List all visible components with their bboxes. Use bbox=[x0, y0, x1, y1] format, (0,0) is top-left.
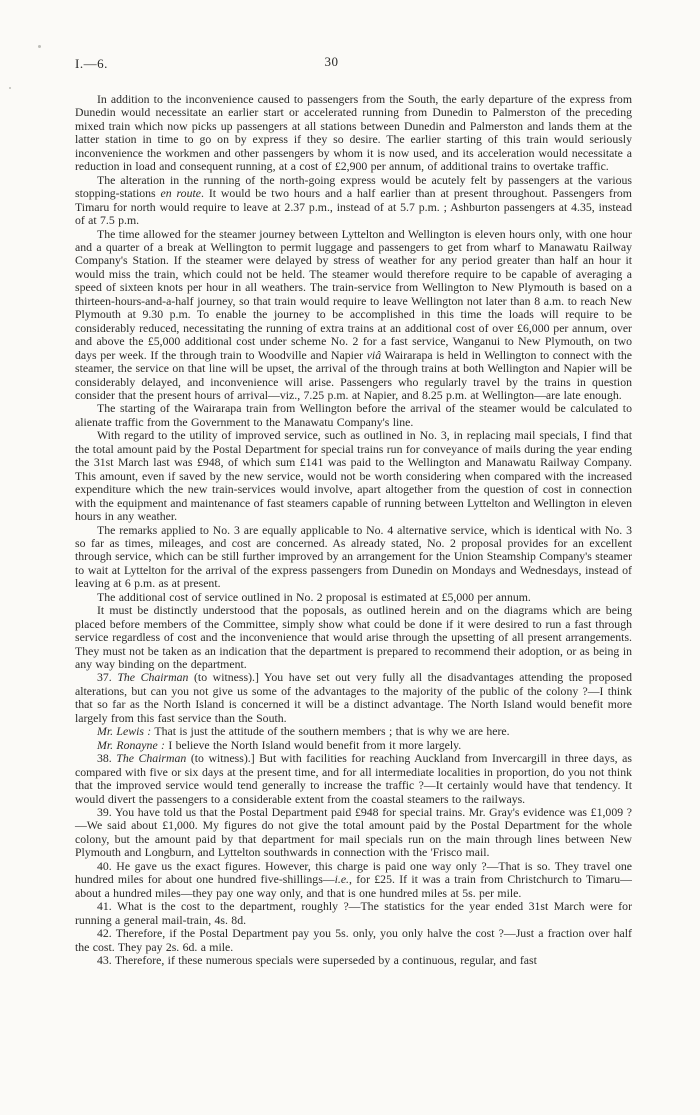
italic-text-segment: i.e. bbox=[334, 872, 350, 887]
text-segment: , for £25. If it was a train from Christchurch to Timaru—about a hundred miles—they pay one way only, and that is one hundred miles at 5s. per mile. bbox=[75, 872, 632, 900]
text-segment: 37. bbox=[97, 670, 118, 685]
text-segment: (to witness).] You have set out very fully all the disadvantages attending the proposed alterations, but can you not give us some of the advantages to the majority of the public of the colony ?—I think that so far as the North Island is concerned it will be a distinct advantage. The North Island would benefit more largely from this fast service than the South. bbox=[75, 670, 632, 725]
italic-text-segment: Mr. Ronayne : bbox=[97, 737, 165, 752]
paragraph bbox=[75, 604, 632, 671]
scan-artifact-dot bbox=[38, 45, 41, 48]
paragraph bbox=[75, 228, 632, 403]
text-segment: The remarks applied to No. 3 are equally applicable to No. 4 alternative service, which is identical with No. 3 so far as times, mileages, and cost are concerned. As already stated, No. 2 proposal provides for an excellent through service, which can be still further improved by an arrangement for the Union Steamship Company's steamer to wait at Lyttelton for the arrival of the express passengers from Dunedin on Mondays and Wednesdays, instead of leaving at 6 p.m. as at present. bbox=[75, 522, 632, 591]
text-segment: The alteration in the running of the north-going express would be acutely felt by passengers at the various stopping-stations bbox=[75, 172, 632, 201]
paragraph bbox=[75, 725, 632, 738]
paragraph bbox=[75, 524, 632, 591]
paragraph bbox=[75, 900, 632, 927]
italic-text-segment: en route bbox=[160, 186, 201, 201]
scan-artifact-dot bbox=[9, 87, 11, 89]
document-body bbox=[75, 93, 632, 967]
text-segment: The additional cost of service outlined in No. 2 proposal is estimated at £5,000 per annum. bbox=[97, 589, 531, 604]
paragraph bbox=[75, 860, 632, 900]
paragraph bbox=[75, 93, 632, 174]
text-segment: The time allowed for the steamer journey between Lyttelton and Wellington is eleven hours only, with one hour and a quarter of a break at Wellington to permit luggage and passengers to get from wharf to Manawatu Railway Company's Station. If the steamer were delayed by stress of weather for any period greater than half an hour it would miss the train, which could not be held. The steamer would therefore require to be capable of averaging a speed of sixteen knots per hour in all weathers. The train-service from Wellington to New Plymouth is based on a thirteen-hours-and-a-half journey, so that train would require to leave Wellington not later than 8 a.m. to reach New Plymouth at 9.30 p.m. To enable the journey to be accomplished in this time the loads will require to be considerably reduced, necessitating the running of extra trains at an additional cost of over £6,000 per annum, over and above the £5,000 additional cost under scheme No. 2 for a fast service, Wanganui to New Plymouth, on two days per week. If the through train to Woodville and Napier bbox=[75, 226, 632, 362]
page-header bbox=[75, 56, 632, 76]
text-segment: It must be distinctly understood that the poposals, as outlined herein and on the diagrams which are being placed before members of the Committee, simply show what could be done if it were desired to run a fast through service regardless of cost and the inconvenience that would arise through the upsetting of all present arrangements. They must not be taken as an indication that the department is prepared to recommend their adoption, or as being in any way binding on the department. bbox=[75, 603, 632, 672]
page-content bbox=[75, 56, 632, 967]
paragraph bbox=[75, 752, 632, 806]
paragraph bbox=[75, 402, 632, 429]
text-segment: 38. bbox=[97, 751, 117, 766]
paragraph bbox=[75, 954, 632, 967]
text-segment: In addition to the inconvenience caused to passengers from the South, the early departure of the express from Dunedin would necessitate an earlier start or accelerated running from Dunedin to Palmerston of the preceding mixed train which now picks up passengers at all stations between Dunedin and Palmerston and lands them at the latter station in time to go on by express if they so desire. The earlier starting of this train would seriously inconvenience the workmen and other passengers by whom it is now used, and its acceleration would necessitate a reduction in load and consequent running, at a cost of £2,900 per annum, of additional trains to overtake traffic. bbox=[75, 92, 632, 174]
text-segment: With regard to the utility of improved service, such as outlined in No. 3, in replacing mail specials, I find that the total amount paid by the Postal Department for special trains run for conveyance of mails during the year ending the 31st March last was £948, of which sum £141 was paid to the Wellington and Manawatu Railway Company. This amount, even if saved by the new service, would not be worth considering when compared with the increased expenditure which the new train-services would involve, apart altogether from the question of cost in connection with the equipment and maintenance of fast steamers capable of running between Lyttelton and Wellington in eleven hours in any weather. bbox=[75, 428, 632, 524]
italic-text-segment: Mr. Lewis : bbox=[97, 724, 152, 739]
text-segment: . It would be two hours and a half earlier than at present throughout. Passengers from Timaru for north would require to leave at 2.37 p.m., instead of at 5.7 p.m. ; Ashburton passengers at 4.35, instead of at 7.5 p.m. bbox=[75, 186, 632, 228]
paragraph bbox=[75, 927, 632, 954]
paragraph bbox=[75, 591, 632, 604]
document-reference: I.—6. bbox=[75, 56, 108, 71]
italic-text-segment: The Chairman bbox=[117, 670, 189, 685]
text-segment: 39. You have told us that the Postal Department paid £948 for special trains. Mr. Gray's evidence was £1,009 ?—We said about £1,000. My figures do not give the total amount paid by the Postal Department for the whole colony, but the amount paid by that department for mail specials run on the main through lines between New Plymouth and Longburn, and Lyttelton southwards in connection with the 'Frisco mail. bbox=[75, 805, 632, 860]
text-segment: 42. Therefore, if the Postal Department pay you 5s. only, you only halve the cost ?—Just a fraction over half the cost. They pay 2s. 6d. a mile. bbox=[75, 926, 632, 954]
paragraph bbox=[75, 806, 632, 860]
page-number: 30 bbox=[324, 54, 339, 69]
italic-text-segment: viâ bbox=[366, 347, 382, 362]
paragraph bbox=[75, 739, 632, 752]
text-segment: 43. Therefore, if these numerous specials were superseded by a continuous, regular, and fast bbox=[97, 953, 537, 967]
italic-text-segment: The Chairman bbox=[116, 751, 187, 766]
text-segment: Wairarapa is held in Wellington to connect with the steamer, the service on that line will be upset, the arrival of the through trains at both Wellington and Napier will be considerably delayed, and inconvenience will arise. Passengers who regularly travel by the trains in question consider that the present hours of arrival—viz., 7.25 p.m. at Napier, and 8.25 p.m. at Wellington—are late enough. bbox=[75, 347, 632, 402]
text-segment: 41. What is the cost to the department, roughly ?—The statistics for the year ended 31st March were for running a general mail-train, 4s. 8d. bbox=[75, 899, 632, 927]
text-segment: I believe the North Island would benefit from it more largely. bbox=[164, 737, 462, 752]
text-segment: 40. He gave us the exact figures. However, this charge is paid one way only ?—That is so. They travel one hundred miles for about one hundred five-shillings— bbox=[75, 858, 632, 887]
paragraph bbox=[75, 429, 632, 523]
text-segment: The starting of the Wairarapa train from Wellington before the arrival of the steamer would be calculated to alienate traffic from the Government to the Manawatu Company's line. bbox=[75, 401, 632, 429]
text-segment: (to witness).] But with facilities for reaching Auckland from Invercargill in three days, as compared with five or six days at the present time, and for all intermediate localities in proportion, do you not think that the improved service would tend generally to increase the traffic ?—It certainly would have that tendency. It would divert the passengers to a considerable extent from the coastal steamers to the railways. bbox=[75, 751, 632, 806]
paragraph bbox=[75, 671, 632, 725]
text-segment: That is just the attitude of the southern members ; that is why we are here. bbox=[151, 724, 510, 739]
paragraph bbox=[75, 174, 632, 228]
